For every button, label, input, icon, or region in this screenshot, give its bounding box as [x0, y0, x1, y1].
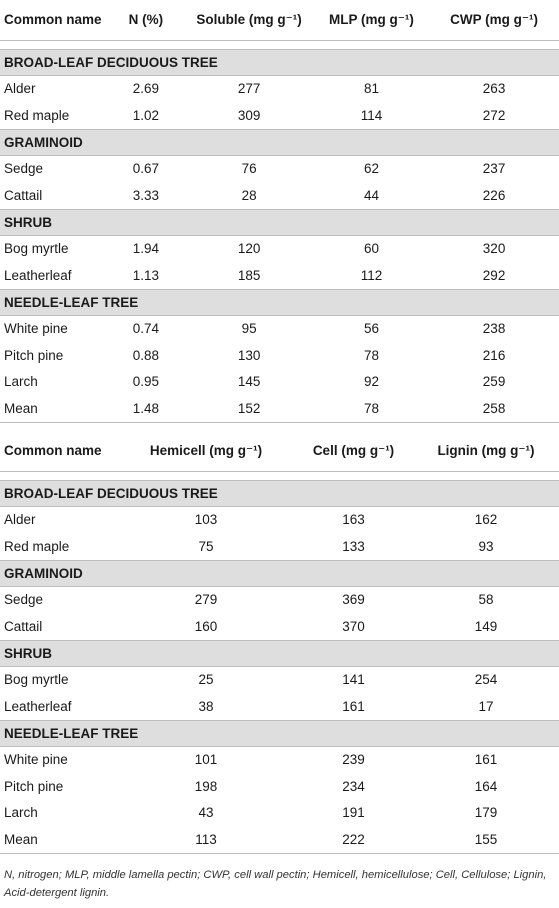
value-cell: 152 [184, 396, 314, 423]
row-label-cell: Red maple [4, 107, 70, 123]
value-cell: 60 [363, 241, 379, 256]
value-cell: 237 [482, 161, 506, 176]
value-cell: 28 [241, 187, 257, 203]
value-cell: 161 [474, 752, 498, 767]
row-label-cell: Mean [0, 396, 108, 423]
value-cell: 78 [314, 396, 429, 423]
table-row [0, 800, 559, 827]
table-row [0, 774, 559, 801]
row-label-cell: Leatherleaf [4, 698, 72, 714]
value-cell: 292 [482, 267, 506, 283]
group-header-row [0, 561, 559, 587]
row-label-cell: Sedge [4, 592, 44, 607]
value-cell: 254 [474, 672, 498, 687]
group-header-row [0, 50, 559, 76]
value-cell: 114 [360, 107, 383, 123]
column-header: Common name [0, 0, 108, 41]
value-cell: 62 [363, 161, 379, 176]
table-row [0, 156, 559, 183]
value-cell: 198 [194, 778, 218, 794]
column-header: Soluble (mg g⁻¹) [184, 0, 314, 41]
value-cell: 1.94 [132, 241, 160, 256]
group-header-row [0, 210, 559, 236]
table-row [0, 236, 559, 263]
value-cell: 309 [237, 107, 261, 123]
value-cell: 75 [198, 538, 214, 554]
group-label: GRAMINOID [0, 130, 559, 156]
value-cell: 93 [478, 538, 494, 554]
table-row [0, 343, 559, 370]
table-pectin-nitrogen [0, 0, 559, 423]
value-cell: 113 [118, 827, 294, 854]
value-cell: 164 [474, 778, 498, 794]
value-cell: 2.69 [132, 81, 160, 96]
value-cell: 234 [342, 778, 365, 794]
table-row [0, 396, 559, 423]
value-cell: 0.74 [132, 321, 160, 336]
table-row [0, 694, 559, 721]
group-label: GRAMINOID [0, 561, 559, 587]
group-header-row [0, 130, 559, 156]
value-cell: 263 [482, 81, 506, 96]
value-cell: 78 [363, 347, 379, 363]
value-cell: 259 [482, 374, 506, 389]
table-row [0, 76, 559, 103]
value-cell: 112 [360, 267, 383, 283]
column-header: MLP (mg g⁻¹) [314, 0, 429, 41]
value-cell: 277 [237, 81, 261, 96]
value-cell: 101 [194, 752, 218, 767]
column-header: Cell (mg g⁻¹) [294, 431, 413, 472]
value-cell: 0.67 [132, 161, 160, 176]
value-cell: 103 [194, 512, 218, 527]
value-cell: 95 [241, 321, 257, 336]
value-cell: 258 [429, 396, 559, 423]
value-cell: 370 [342, 618, 365, 634]
value-cell: 163 [342, 512, 365, 527]
value-cell: 239 [342, 752, 365, 767]
value-cell: 272 [482, 107, 506, 123]
group-label: BROAD-LEAF DECIDUOUS TREE [0, 481, 559, 507]
table-row [0, 747, 559, 774]
value-cell: 120 [237, 241, 261, 256]
value-cell: 160 [194, 618, 218, 634]
value-cell: 1.13 [132, 267, 160, 283]
row-label-cell: Pitch pine [4, 778, 64, 794]
row-label-cell: Bog myrtle [4, 672, 69, 687]
value-cell: 133 [342, 538, 365, 554]
header-row [0, 431, 559, 472]
row-label-cell: Alder [4, 512, 36, 527]
value-cell: 145 [237, 374, 261, 389]
value-cell: 185 [237, 267, 261, 283]
row-label-cell: Mean [0, 827, 118, 854]
group-header-row [0, 641, 559, 667]
value-cell: 130 [237, 347, 261, 363]
table-row [0, 507, 559, 534]
table-row [0, 667, 559, 694]
value-cell: 43 [198, 805, 214, 820]
value-cell: 141 [342, 672, 365, 687]
row-label-cell: Red maple [4, 538, 70, 554]
value-cell: 25 [198, 672, 214, 687]
table-row [0, 103, 559, 130]
table-row [0, 614, 559, 641]
row-label-cell: Leatherleaf [4, 267, 72, 283]
table-footnote: N, nitrogen; MLP, middle lamella pectin; CWP, cell wall pectin; Hemicell, hemicellulose; Cell, Cellulose; Lignin, Acid-detergent lignin. [4, 869, 547, 899]
group-label: BROAD-LEAF DECIDUOUS TREE [0, 50, 559, 76]
row-label-cell: Larch [4, 374, 38, 389]
table-row [0, 316, 559, 343]
table-row [0, 263, 559, 290]
row-label-cell: Larch [4, 805, 38, 820]
group-header-row [0, 481, 559, 507]
value-cell: 320 [482, 241, 506, 256]
value-cell: 149 [474, 618, 498, 634]
value-cell: 3.33 [132, 187, 160, 203]
value-cell: 81 [363, 81, 379, 96]
table-row [0, 183, 559, 210]
group-label: SHRUB [0, 641, 559, 667]
value-cell: 38 [198, 698, 214, 714]
value-cell: 92 [363, 374, 379, 389]
value-cell: 56 [363, 321, 379, 336]
row-label-cell: White pine [4, 321, 68, 336]
value-cell: 76 [241, 161, 257, 176]
value-cell: 191 [342, 805, 365, 820]
value-cell: 238 [482, 321, 506, 336]
group-header-row [0, 721, 559, 747]
table-row [0, 534, 559, 561]
value-cell: 0.95 [132, 374, 160, 389]
table-fiber-lignin [0, 431, 559, 854]
value-cell: 44 [363, 187, 379, 203]
value-cell: 0.88 [132, 347, 160, 363]
row-label-cell: Pitch pine [4, 347, 64, 363]
table-row [0, 587, 559, 614]
table-row [0, 369, 559, 396]
value-cell: 161 [342, 698, 365, 714]
group-label: NEEDLE-LEAF TREE [0, 721, 559, 747]
value-cell: 179 [474, 805, 498, 820]
column-header: Hemicell (mg g⁻¹) [118, 431, 294, 472]
row-label-cell: Sedge [4, 161, 44, 176]
value-cell: 369 [342, 592, 365, 607]
row-label-cell: Cattail [4, 618, 43, 634]
value-cell: 226 [482, 187, 506, 203]
value-cell: 1.48 [108, 396, 185, 423]
column-header: Common name [0, 431, 118, 472]
row-label-cell: Cattail [4, 187, 43, 203]
value-cell: 155 [413, 827, 559, 854]
value-cell: 216 [482, 347, 506, 363]
value-cell: 279 [194, 592, 218, 607]
column-header: CWP (mg g⁻¹) [429, 0, 559, 41]
value-cell: 1.02 [132, 107, 160, 123]
value-cell: 58 [478, 592, 494, 607]
value-cell: 222 [294, 827, 413, 854]
row-label-cell: Bog myrtle [4, 241, 69, 256]
header-row [0, 0, 559, 41]
group-header-row [0, 290, 559, 316]
value-cell: 162 [474, 512, 498, 527]
row-label-cell: Alder [4, 81, 36, 96]
group-label: SHRUB [0, 210, 559, 236]
value-cell: 17 [478, 698, 494, 714]
column-header: Lignin (mg g⁻¹) [413, 431, 559, 472]
column-header: N (%) [108, 0, 185, 41]
group-label: NEEDLE-LEAF TREE [0, 290, 559, 316]
row-label-cell: White pine [4, 752, 68, 767]
table-row [0, 827, 559, 854]
